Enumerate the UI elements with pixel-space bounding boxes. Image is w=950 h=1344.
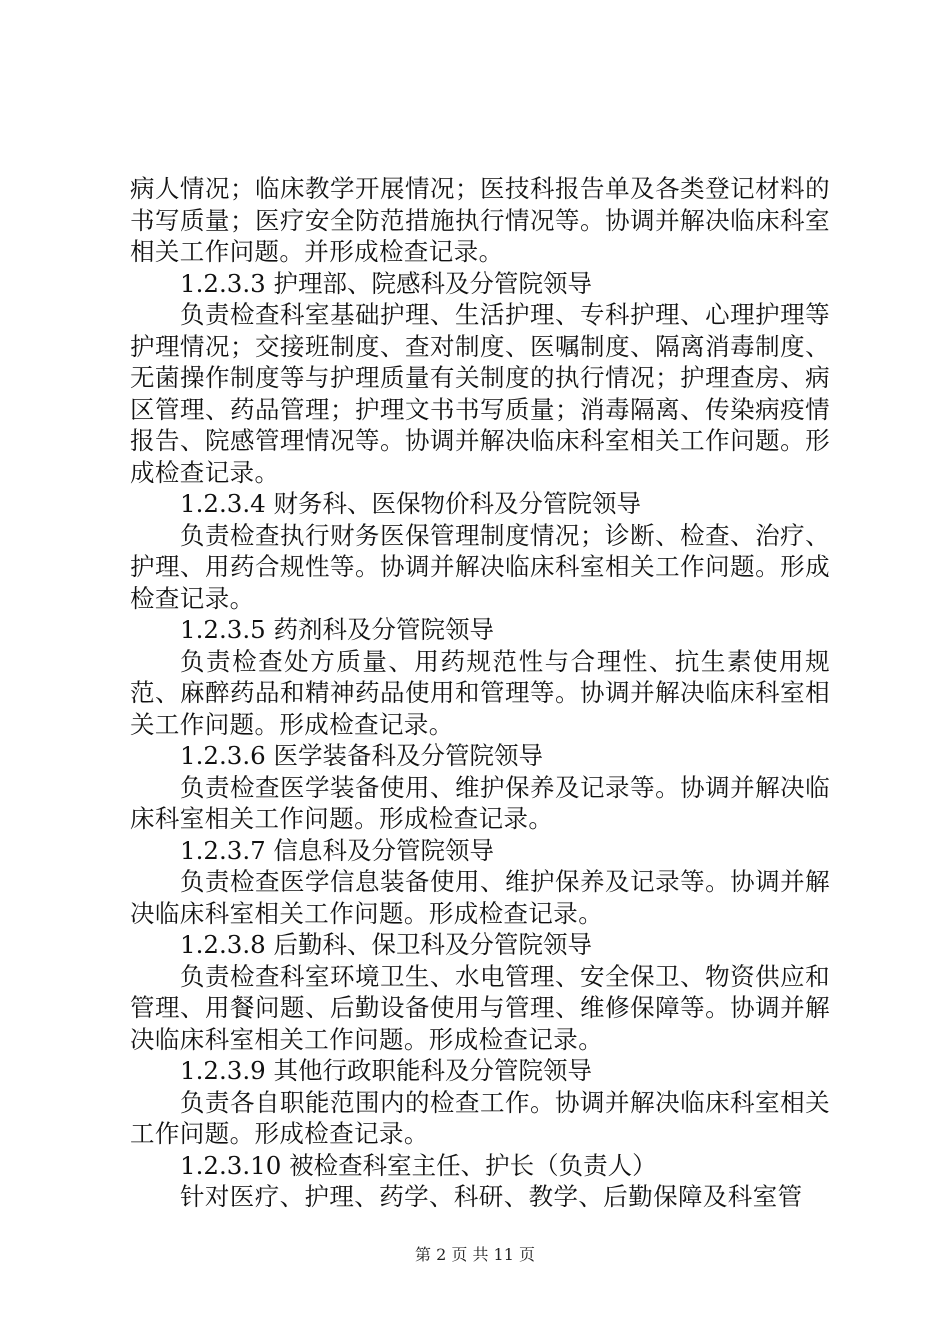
section-heading: 1.2.3.6 医学装备科及分管院领导 bbox=[180, 741, 544, 770]
paragraph: 负责检查执行财务医保管理制度情况；诊断、检查、治疗、护理、用药合规性等。协调并解决临床科室相关工作问题。形成检查记录。 bbox=[130, 520, 830, 613]
paragraph: 负责检查医学装备使用、维护保养及记录等。协调并解决临床科室相关工作问题。形成检查记录。 bbox=[130, 772, 830, 833]
paragraph: 负责各自职能范围内的检查工作。协调并解决临床科室相关工作问题。形成检查记录。 bbox=[130, 1087, 830, 1148]
page-number-footer: 第 2 页 共 11 页 bbox=[415, 1245, 535, 1264]
paragraph: 负责检查处方质量、用药规范性与合理性、抗生素使用规范、麻醉药品和精神药品使用和管理等。协调并解决临床科室相关工作问题。形成检查记录。 bbox=[130, 646, 830, 739]
section-heading: 1.2.3.10 被检查科室主任、护长（负责人） bbox=[180, 1150, 657, 1180]
section-heading: 1.2.3.8 后勤科、保卫科及分管院领导 bbox=[180, 930, 593, 959]
paragraph: 负责检查医学信息装备使用、维护保养及记录等。协调并解决临床科室相关工作问题。形成检查记录。 bbox=[130, 867, 830, 928]
section-heading: 1.2.3.5 药剂科及分管院领导 bbox=[180, 615, 495, 644]
paragraph: 病人情况；临床教学开展情况；医技科报告单及各类登记材料的书写质量；医疗安全防范措施执行情况等。协调并解决临床科室相关工作问题。并形成检查记录。 bbox=[130, 174, 830, 266]
section-heading: 1.2.3.7 信息科及分管院领导 bbox=[180, 835, 495, 865]
section-heading: 1.2.3.9 其他行政职能科及分管院领导 bbox=[180, 1056, 593, 1085]
section-heading: 1.2.3.4 财务科、医保物价科及分管院领导 bbox=[180, 489, 642, 518]
document-body bbox=[130, 173, 830, 1213]
paragraph: 针对医疗、护理、药学、科研、教学、后勤保障及科室管 bbox=[180, 1182, 803, 1211]
paragraph: 负责检查科室环境卫生、水电管理、安全保卫、物资供应和管理、用餐问题、后勤设备使用与管理、维修保障等。协调并解决临床科室相关工作问题。形成检查记录。 bbox=[130, 961, 830, 1054]
paragraph: 负责检查科室基础护理、生活护理、专科护理、心理护理等护理情况；交接班制度、查对制度、医嘱制度、隔离消毒制度、无菌操作制度等与护理质量有关制度的执行情况；护理查房、病区管理、药品管理；护理文书书写质量；消毒隔离、传染病疫情报告、院感管理情况等。协调并解决临床科室相关工作问题。形成检查记录。 bbox=[130, 300, 830, 487]
section-heading: 1.2.3.3 护理部、院感科及分管院领导 bbox=[180, 268, 593, 298]
